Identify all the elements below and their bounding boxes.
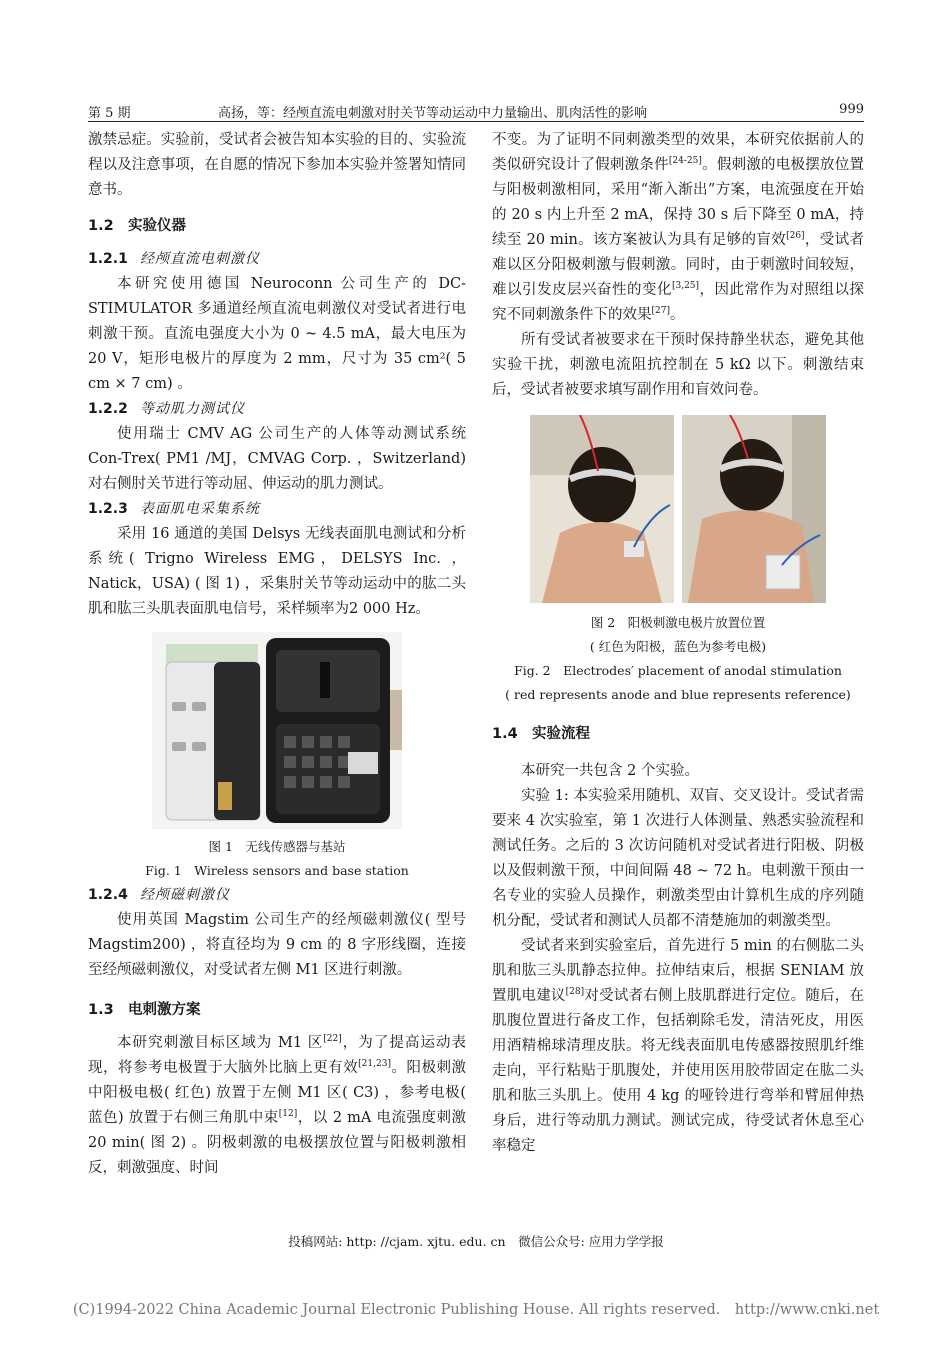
head-left [568, 447, 636, 523]
paragraph: 本研究刺激目标区域为 M1 区[22]，为了提高运动表现，将参考电极置于大脑外比脑上更有效[21,23]。阳极刺激中阳极电极( 红色) 放置于左侧 M1 区( C3) ，参考电极( 蓝色) 放置于右侧三角肌中束[12]，以 2 mA 电流强度刺激 20 min( 图 2) 。阴极刺激的电极摆放位置与阳极刺激相反，刺激强度、时间 [88, 1034, 467, 1176]
paragraph: 本研究一共包含 2 个实验。 [521, 763, 699, 779]
paragraph: 本研究使用德国 Neuroconn 公司生产的 DC-STIMULATOR 多通道经颅直流电刺激仪对受试者进行电刺激干预。直流电强度大小为 0 ~ 4.5 mA，最大电压为 20 V，矩形电极片的厚度为 2 mm，尺寸为 35 cm²( 5 cm × 7 cm) 。 [88, 276, 466, 392]
running-title: 高扬，等：经颅直流电刺激对肘关节等动运动中力量输出、肌肉活性的影响 [218, 106, 648, 121]
electrode-placement-photos [530, 415, 826, 603]
wireless-sensors-illustration [152, 632, 402, 829]
citation: [12] [278, 1109, 298, 1120]
subsection-heading-1-2-2: 1.2.2 等动肌力测试仪 [88, 401, 245, 417]
citation: [28] [565, 987, 585, 998]
figure-1-image [152, 632, 402, 829]
figure-1-caption-cn: 图 1 无线传感器与基站 [208, 839, 346, 854]
section-heading-1-2: 1.2 实验仪器 [88, 218, 186, 234]
paragraph: 采用 16 通道的美国 Delsys 无线表面肌电测试和分析系统( Trigno Wireless EMG，DELSYS Inc. ，Natick，USA) ( 图 1) ，采集肘关节等动运动中的肱二头肌和肱三头肌表面肌电信号，采样频率为2 000 Hz。 [88, 526, 466, 617]
subsection-heading-1-2-3: 1.2.3 表面肌电采集系统 [88, 501, 260, 517]
citation: [21,23] [358, 1059, 391, 1070]
paragraph: 使用英国 Magstim 公司生产的经颅磁刺激仪( 型号 Magstim200) ，将直径均为 9 cm 的 8 字形线圈，连接至经颅磁刺激仪，对受试者左侧 M1 区进行刺激。 [88, 912, 466, 978]
figure-2-caption-cn-note: ( 红色为阳极，蓝色为参考电极) [589, 639, 767, 654]
paragraph: 受试者来到实验室后，首先进行 5 min 的右侧肱二头肌和肱三头肌静态拉伸。拉伸结束后，根据 SENIAM 放置肌电建议[28]对受试者右侧上肢肌群进行定位。随后，在肌腹位置进行备皮工作，包括剃除毛发，清洁死皮，用医用酒精棉球清理皮肤。将无线表面肌电传感器按照肌纤维走向，平行粘贴于肌腹处，并使用医用胶带固定在肱二头肌和肱三头肌上。使用 4 kg 的哑铃进行弯举和臂屈伸热身后，进行等动肌力测试。测试完成，待受试者休息至心率稳定 [492, 938, 865, 1154]
head-right [720, 439, 784, 511]
page-number: 999 [839, 102, 864, 117]
section-heading-1-3: 1.3 电刺激方案 [88, 1002, 201, 1018]
citation: [24-25] [668, 156, 702, 167]
left-column [88, 128, 466, 1181]
subsection-heading-1-2-4: 1.2.4 经颅磁刺激仪 [88, 887, 230, 903]
paragraph: 实验 1: 本实验采用随机、双盲、交叉设计。受试者需要来 4 次实验室，第 1 次进行人体测量、熟悉实验流程和测试任务。之后的 3 次访问随机对受试者进行阳极、阴极以及假刺激干预，中间间隔 48 ~ 72 h。电刺激干预由一名专业的实验人员操作，刺激类型由计算机生成的序列随机分配，受试者和测试人员都不清楚施加的刺激类型。 [492, 788, 864, 929]
citation: [27] [651, 306, 670, 317]
journal-footer: 投稿网站: http: //cjam. xjtu. edu. cn 微信公众号: 应用力学学报 [288, 1234, 664, 1249]
issue-number: 第 5 期 [88, 106, 131, 121]
figure-1-caption-en: Fig. 1 Wireless sensors and base station [145, 863, 409, 878]
citation: [3,25] [671, 281, 700, 292]
right-column [492, 128, 864, 1159]
back-left [542, 522, 662, 603]
figure-2-caption-cn: 图 2 阳极刺激电极片放置位置 [590, 615, 766, 630]
figure-2-caption-en-note: ( red represents anode and blue represents reference) [505, 687, 851, 702]
figure-2-image [530, 415, 826, 603]
paragraph: 激禁忌症。实验前，受试者会被告知本实验的目的、实验流程以及注意事项，在自愿的情况下参加本实验并签署知情同意书。 [88, 132, 466, 198]
citation: [26] [786, 231, 805, 242]
paragraph: 所有受试者被要求在干预时保持静坐状态，避免其他实验干扰，刺激电流阻抗控制在 5 kΩ 以下。刺激结束后，受试者被要求填写副作用和盲效问卷。 [492, 332, 864, 398]
subsection-heading-1-2-1: 1.2.1 经颅直流电刺激仪 [88, 251, 260, 267]
figure-2-caption-en: Fig. 2 Electrodes′ placement of anodal stimulation [514, 663, 842, 678]
copyright-notice: (C)1994-2022 China Academic Journal Electronic Publishing House. All rights reserved. http://www.cnki.net [72, 1302, 880, 1318]
paragraph: 不变。为了证明不同刺激类型的效果，本研究依据前人的类似研究设计了假刺激条件[24-25]。假刺激的电极摆放位置与阳极刺激相同，采用“渐入渐出”方案，电流强度在开始的 20 s 内上升至 2 mA，保持 30 s 后下降至 0 mA，持续至 20 min。该方案被认为具有足够的盲效[26]，受试者难以区分阳极刺激与假刺激。同时，由于刺激时间较短，难以引发皮层兴奋性的变化[3,25]，因此常作为对照组以探究不同刺激条件下的效果[27]。 [492, 132, 865, 323]
paragraph: 使用瑞士 CMV AG 公司生产的人体等动测试系统 Con-Trex( PM1 /MJ，CMVAG Corp. ，Switzerland) 对右侧肘关节进行等动屈、伸运动的肌力测试。 [88, 426, 466, 492]
section-heading-1-4: 1.4 实验流程 [492, 726, 590, 742]
citation: [22] [323, 1034, 342, 1045]
header-rule [88, 121, 864, 122]
